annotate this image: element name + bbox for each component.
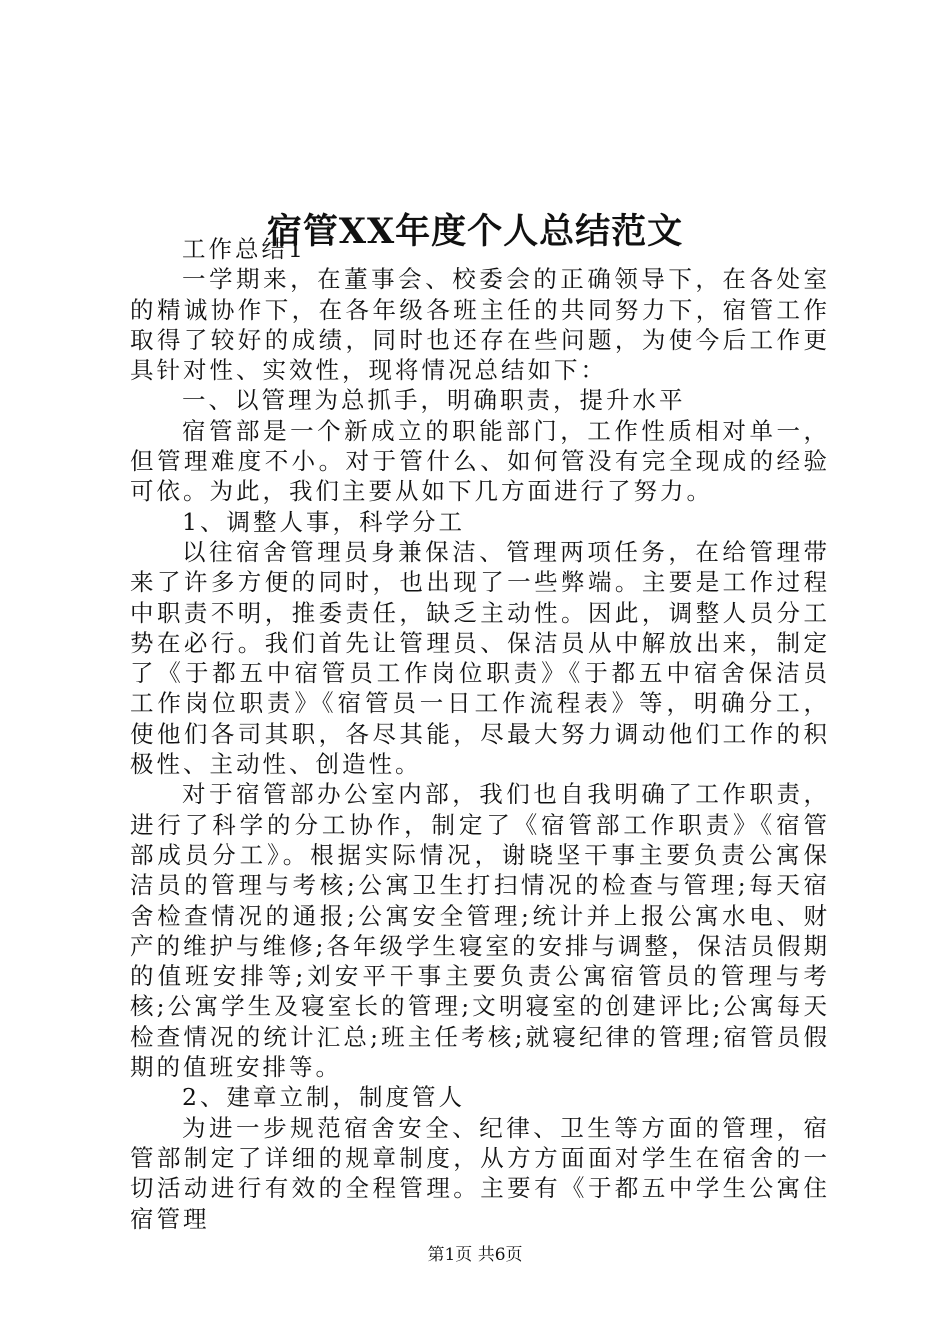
body-paragraph: 为进一步规范宿舍安全、纪律、卫生等方面的管理，宿管部制定了详细的规章制度，从方方面面对学生在宿舍的一切活动进行有效的全程管理。主要有《于都五中学生公寓住宿管理 xyxy=(130,1113,830,1233)
body-paragraph: 对于宿管部办公室内部，我们也自我明确了工作职责，进行了科学的分工协作，制定了《宿管部工作职责》《宿管部成员分工》。根据实际情况，谢晓坚干事主要负责公寓保洁员的管理与考核;公寓卫生打扫情况的检查与管理;每天宿舍检查情况的通报;公寓安全管理;统计并上报公寓水电、财产的维护与维修;各年级学生寝室的安排与调整，保洁员假期的值班安排等;刘安平干事主要负责公寓宿管员的管理与考核;公寓学生及寝室长的管理;文明寝室的创建评比;公寓每天检查情况的统计汇总;班主任考核;就寝纪律的管理;宿管员假期的值班安排等。 xyxy=(130,780,830,1082)
body-paragraph: 宿管部是一个新成立的职能部门，工作性质相对单一，但管理难度不小。对于管什么、如何管没有完全现成的经验可依。为此，我们主要从如下几方面进行了努力。 xyxy=(130,416,830,506)
subsection-heading: 2、建章立制，制度管人 xyxy=(182,1083,465,1112)
subsection-heading: 1、调整人事，科学分工 xyxy=(182,507,465,536)
section-heading: 一、以管理为总抓手，明确职责，提升水平 xyxy=(182,386,686,415)
page-number: 第1页 共6页 xyxy=(427,1245,523,1265)
intro-paragraph: 一学期来，在董事会、校委会的正确领导下，在各处室的精诚协作下，在各年级各班主任的共同努力下，宿管工作取得了较好的成绩，同时也还存在些问题，为使今后工作更具针对性、实效性，现将情况总结如下： xyxy=(130,265,830,385)
page-title: 宿管XX年度个人总结范文 xyxy=(266,211,684,253)
body-paragraph: 以往宿舍管理员身兼保洁、管理两项任务，在给管理带来了许多方便的同时，也出现了一些弊端。主要是工作过程中职责不明，推委责任，缺乏主动性。因此，调整人员分工势在必行。我们首先让管理员、保洁员从中解放出来，制定了《于都五中宿管员工作岗位职责》《于都五中宿舍保洁员工作岗位职责》《宿管员一日工作流程表》等，明确分工，使他们各司其职，各尽其能，尽最大努力调动他们工作的积极性、主动性、创造性。 xyxy=(130,537,830,779)
section-label: 工作总结1 xyxy=(182,235,306,263)
body-text xyxy=(130,234,830,1234)
